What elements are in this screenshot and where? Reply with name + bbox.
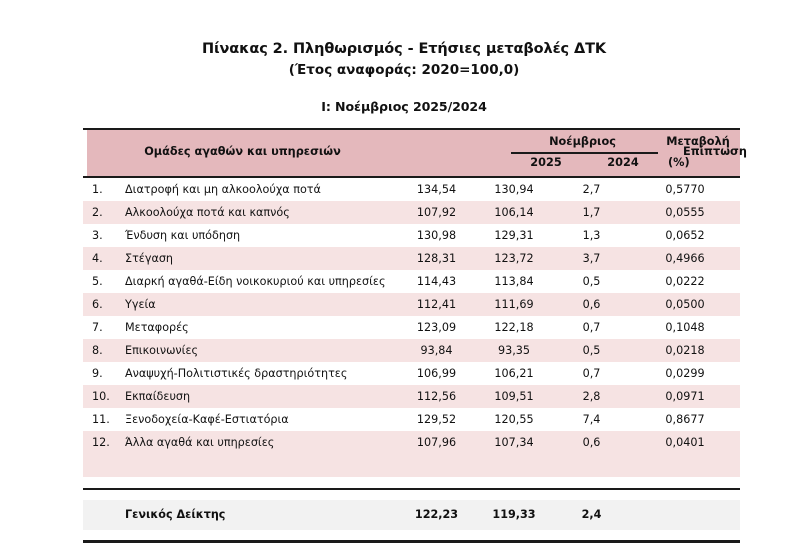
table-row — [83, 201, 740, 224]
row-change: 0,5 — [553, 339, 630, 362]
row-impact: 0,0971 — [630, 385, 740, 408]
column-header-year-current: 2025 — [530, 156, 562, 169]
row-number: 5. — [83, 270, 121, 293]
row-value-2024: 122,18 — [475, 316, 553, 339]
total-value-2024: 119,33 — [475, 500, 553, 530]
row-value-2025: 114,43 — [398, 270, 475, 293]
column-header-month: Νοέμβριος — [549, 135, 616, 148]
row-number: 10. — [83, 385, 121, 408]
total-row — [83, 500, 740, 530]
row-label: Διατροφή και μη αλκοολούχα ποτά — [121, 178, 398, 201]
row-label: Διαρκή αγαθά-Είδη νοικοκυριού και υπηρεσίες — [121, 270, 398, 293]
row-value-2025: 106,99 — [398, 362, 475, 385]
row-label: Άλλα αγαθά και υπηρεσίες — [121, 431, 398, 454]
table-header — [83, 128, 747, 178]
row-number: 9. — [83, 362, 121, 385]
row-value-2025: 129,52 — [398, 408, 475, 431]
table-row — [83, 293, 740, 316]
row-value-2024: 113,84 — [475, 270, 553, 293]
row-value-2024: 129,31 — [475, 224, 553, 247]
row-change: 1,3 — [553, 224, 630, 247]
row-change: 3,7 — [553, 247, 630, 270]
header-block — [83, 130, 747, 176]
row-number: 8. — [83, 339, 121, 362]
row-change: 2,8 — [553, 385, 630, 408]
row-value-2025: 93,84 — [398, 339, 475, 362]
page-title: Πίνακας 2. Πληθωρισμός - Ετήσιες μεταβολές ΔΤΚ — [201, 41, 607, 57]
row-change: 7,4 — [553, 408, 630, 431]
column-header-groups: Ομάδες αγαθών και υπηρεσιών — [144, 145, 341, 158]
row-label: Αναψυχή-Πολιτιστικές δραστηριότητες — [121, 362, 398, 385]
row-number: 11. — [83, 408, 121, 431]
row-label: Ξενοδοχεία-Καφέ-Εστιατόρια — [121, 408, 398, 431]
total-value-2025: 122,23 — [398, 500, 475, 530]
column-header-impact: Επίπτωση — [683, 145, 747, 158]
row-impact: 0,0222 — [630, 270, 740, 293]
row-impact: 0,0401 — [630, 431, 740, 454]
row-number: 7. — [83, 316, 121, 339]
total-top-rule — [83, 488, 740, 490]
row-value-2025: 130,98 — [398, 224, 475, 247]
table-spacer-row — [83, 454, 740, 477]
row-impact: 0,8677 — [630, 408, 740, 431]
table-bottom-rule — [83, 540, 740, 543]
table-row — [83, 316, 740, 339]
row-label: Επικοινωνίες — [121, 339, 398, 362]
row-value-2024: 106,14 — [475, 201, 553, 224]
row-change: 0,5 — [553, 270, 630, 293]
row-value-2025: 107,96 — [398, 431, 475, 454]
row-number: 6. — [83, 293, 121, 316]
inflation-table — [83, 128, 747, 553]
inflation-table-wrapper — [83, 128, 747, 553]
row-label: Εκπαίδευση — [121, 385, 398, 408]
row-impact: 0,0218 — [630, 339, 740, 362]
table-header-row — [83, 130, 740, 176]
column-header-year-previous: 2024 — [607, 156, 639, 169]
table-row — [83, 339, 740, 362]
total-bottom-rule-row — [83, 530, 740, 553]
row-change: 0,6 — [553, 431, 630, 454]
row-value-2024: 123,72 — [475, 247, 553, 270]
row-number: 4. — [83, 247, 121, 270]
row-value-2025: 112,56 — [398, 385, 475, 408]
total-row-number — [83, 500, 121, 530]
column-header-change: Μεταβολή — [666, 135, 730, 148]
row-value-2024: 93,35 — [475, 339, 553, 362]
row-impact: 0,0555 — [630, 201, 740, 224]
table-row — [83, 224, 740, 247]
row-change: 1,7 — [553, 201, 630, 224]
row-label: Μεταφορές — [121, 316, 398, 339]
row-number: 3. — [83, 224, 121, 247]
column-header-change-unit: (%) — [668, 156, 690, 169]
row-value-2025: 107,92 — [398, 201, 475, 224]
row-value-2024: 109,51 — [475, 385, 553, 408]
row-value-2025: 128,31 — [398, 247, 475, 270]
table-row — [83, 408, 740, 431]
total-top-rule-row — [83, 477, 740, 500]
page-subtitle: (Έτος αναφοράς: 2020=100,0) — [288, 62, 520, 79]
row-value-2024: 111,69 — [475, 293, 553, 316]
total-impact — [630, 500, 740, 530]
table-row — [83, 247, 740, 270]
row-value-2024: 130,94 — [475, 178, 553, 201]
table-row — [83, 178, 740, 201]
row-impact: 0,0299 — [630, 362, 740, 385]
row-number: 1. — [83, 178, 121, 201]
total-change: 2,4 — [553, 500, 630, 530]
row-value-2024: 120,55 — [475, 408, 553, 431]
table-body — [83, 178, 740, 553]
period-label: Ι: Νοέμβριος 2025/2024 — [321, 99, 487, 115]
table-row — [83, 385, 740, 408]
document-titles — [0, 0, 808, 114]
month-group-rule — [511, 152, 658, 154]
row-label: Υγεία — [121, 293, 398, 316]
row-change: 0,6 — [553, 293, 630, 316]
row-number: 12. — [83, 431, 121, 454]
total-row-label: Γενικός Δείκτης — [121, 500, 398, 530]
row-label: Στέγαση — [121, 247, 398, 270]
row-impact: 0,0652 — [630, 224, 740, 247]
table-row — [83, 362, 740, 385]
row-label: Ένδυση και υπόδηση — [121, 224, 398, 247]
row-number: 2. — [83, 201, 121, 224]
row-value-2024: 106,21 — [475, 362, 553, 385]
row-impact: 0,5770 — [630, 178, 740, 201]
row-change: 0,7 — [553, 316, 630, 339]
row-value-2024: 107,34 — [475, 431, 553, 454]
row-impact: 0,4966 — [630, 247, 740, 270]
table-row — [83, 431, 740, 454]
row-impact: 0,0500 — [630, 293, 740, 316]
row-value-2025: 134,54 — [398, 178, 475, 201]
row-change: 0,7 — [553, 362, 630, 385]
table-row — [83, 270, 740, 293]
row-impact: 0,1048 — [630, 316, 740, 339]
row-change: 2,7 — [553, 178, 630, 201]
row-value-2025: 123,09 — [398, 316, 475, 339]
row-value-2025: 112,41 — [398, 293, 475, 316]
row-label: Αλκοολούχα ποτά και καπνός — [121, 201, 398, 224]
